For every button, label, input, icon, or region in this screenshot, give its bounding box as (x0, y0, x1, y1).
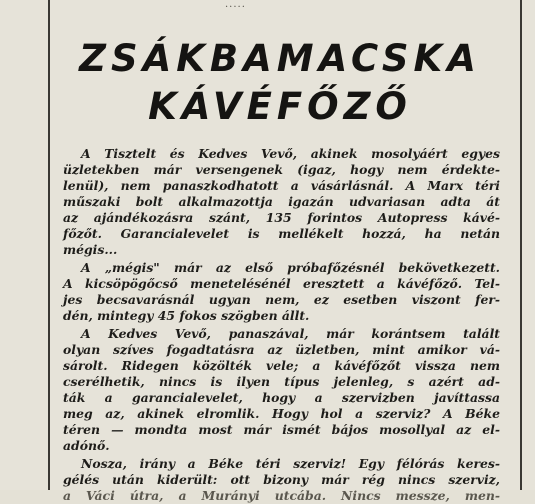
article-line: gélés után kiderült: ott bizony már rég nincs szerviz, (63, 472, 500, 487)
article-line: a Váci útra, a Murányi utcába. Nincs messze, men- (63, 488, 500, 503)
article-line: főzőt. Garancialevelet is mellékelt hozzá, ha netán (63, 226, 500, 241)
article-line: ták a garancialevelet, hogy a szervizben javíttassa (63, 390, 500, 405)
header-mark: ..... (225, 0, 246, 10)
column-rule-right (520, 0, 522, 490)
article-line: Nosza, irány a Béke téri szerviz! Egy félórás keres- (81, 456, 500, 471)
article-line: jes becsavarásnál ugyan nem, ez esetben viszont fer- (63, 292, 500, 307)
article-line: cserélhetik, nincs is ilyen típus jelenleg, s azért ad- (63, 374, 500, 389)
article-line: adónő. (63, 438, 110, 453)
article-line: az ajándékozásra szánt, 135 forintos Autopress kávé- (63, 210, 500, 225)
column-rule-left (48, 0, 50, 490)
headline-line-1: ZSÁKBAMACSKA (79, 37, 481, 80)
article-line: mégis... (63, 242, 118, 257)
article-line: dén, mintegy 45 fokos szögben állt. (63, 308, 310, 323)
article-line: A kicsöpögőcső menetelésénél eresztett a kávéfőző. Tel- (63, 276, 500, 291)
article-line: A „mégis" már az első próbafőzésnél bekövetkezett. (81, 260, 500, 275)
article-line: sárolt. Ridegen közölték vele; a kávéfőzőt vissza nem (63, 358, 500, 373)
article-line: lenül), nem panaszkodhatott a vásárlásnál. A Marx téri (63, 178, 500, 193)
article-line: meg az, akinek elromlik. Hogy hol a szerviz? A Béke (63, 406, 500, 421)
headline-line-2: KÁVÉFŐZŐ (148, 85, 412, 128)
article-line: A Tisztelt és Kedves Vevő, akinek mosolyáért egyes (81, 146, 500, 161)
article-body (63, 146, 500, 504)
article-line: A Kedves Vevő, panaszával, már korántsem talált (81, 326, 500, 341)
article-line: műszaki bolt alkalmazottja igazán udvariasan adta át (63, 194, 500, 209)
article-line: olyan szíves fogadtatásra az üzletben, mint amikor vá- (63, 342, 500, 357)
article-line: üzletekben már versengenek (igaz, hogy nem érdekte- (63, 162, 500, 177)
article-line: téren — mondta most már ismét bájos mosollyal az el- (63, 422, 500, 437)
